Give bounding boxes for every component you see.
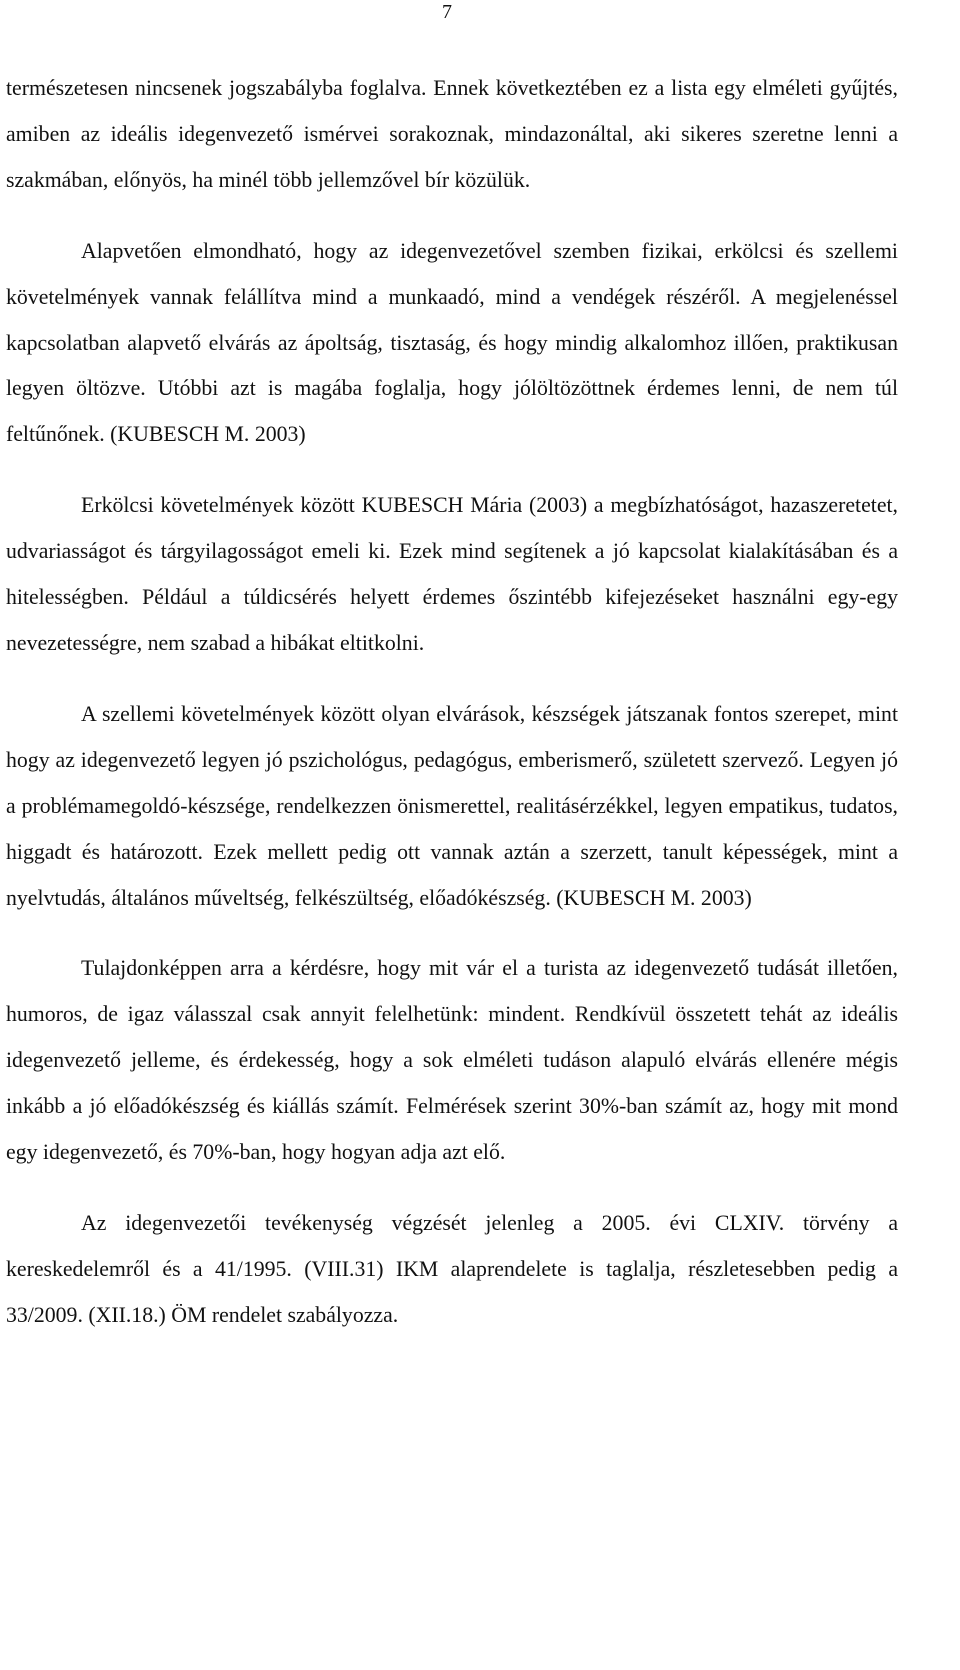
paragraph-4: A szellemi követelmények között olyan elvárások, készségek játszanak fontos szerepet, mint hogy az idegenvezető legyen jó pszichológus, pedagógus, emberismerő, született szervező. Legyen jó a problémamegoldó-készsége, rendelkezzen önismerettel, realitásérzékkel, legyen empatikus, tudatos, higgadt és határozott. Ezek mellett pedig ott vannak aztán a szerzett, tanult képességek, mint a nyelvtudás, általános műveltség, felkészültség, előadókészség. (KUBESCH M. 2003) — [6, 701, 898, 910]
paragraph-6: Az idegenvezetői tevékenység végzését jelenleg a 2005. évi CLXIV. törvény a kereskedelemről és a 41/1995. (VIII.31) IKM alaprendelete is taglalja, részletesebben pedig a 33/2009. (XII.18.) ÖM rendelet szabályozza. — [6, 1210, 898, 1327]
paragraph-gap — [6, 204, 898, 229]
paragraph-3: Erkölcsi követelmények között KUBESCH Mária (2003) a megbízhatóságot, hazaszeretetet, udvariasságot és tárgyilagosságot emeli ki. Ezek mind segítenek a jó kapcsolat kialakításában és a hitelességben. Például a túldicsérés helyett érdemes őszintébb kifejezéseket használni egy-egy nevezetességre, nem szabad a hibákat eltitkolni. — [6, 493, 898, 655]
paragraph-gap — [6, 921, 898, 946]
page-body — [6, 66, 898, 1339]
paragraph-gap — [6, 1176, 898, 1201]
page-number: 7 — [442, 1, 452, 23]
paragraph-2: Alapvetően elmondható, hogy az idegenvezetővel szemben fizikai, erkölcsi és szellemi követelmények vannak felállítva mind a munkaadó, mind a vendégek részéről. A megjelenéssel kapcsolatban alapvető elvárás az ápoltság, tisztaság, és hogy mindig alkalomhoz illően, praktikusan legyen öltözve. Utóbbi azt is magába foglalja, hogy jólöltözöttnek érdemes lenni, de nem túl feltűnőnek. (KUBESCH M. 2003) — [6, 238, 898, 447]
paragraph-gap — [6, 667, 898, 692]
paragraph-gap — [6, 458, 898, 483]
paragraph-1: természetesen nincsenek jogszabályba foglalva. Ennek következtében ez a lista egy elméleti gyűjtés, amiben az ideális idegenvezető ismérvei sorakoznak, mindazonáltal, aki sikeres szeretne lenni a szakmában, előnyös, ha minél több jellemzővel bír közülük. — [6, 76, 898, 192]
paragraph-5: Tulajdonképpen arra a kérdésre, hogy mit vár el a turista az idegenvezető tudását illetően, humoros, de igaz válasszal csak annyit felelhetünk: mindent. Rendkívül összetett tehát az ideális idegenvezető jelleme, és érdekesség, hogy a sok elméleti tudáson alapuló elvárás ellenére mégis inkább a jó előadókészség és kiállás számít. Felmérések szerint 30%-ban számít az, hogy mit mond egy idegenvezető, és 70%-ban, hogy hogyan adja azt elő. — [6, 956, 898, 1165]
